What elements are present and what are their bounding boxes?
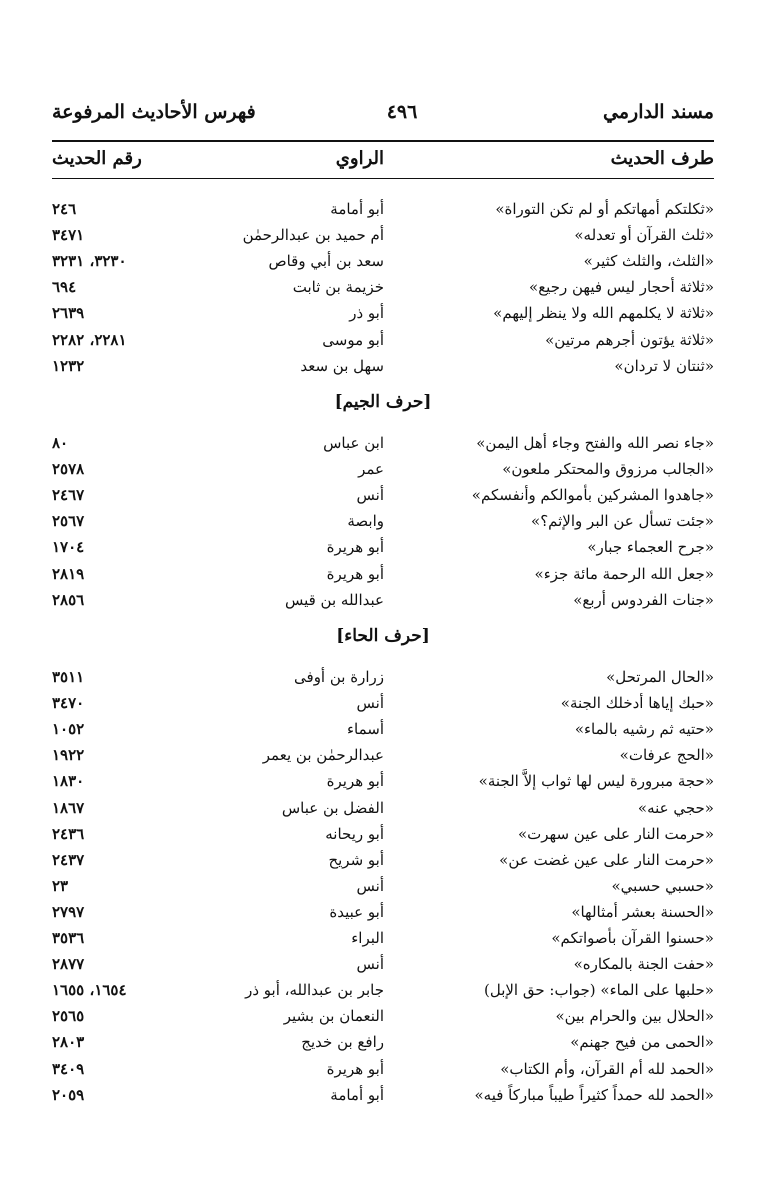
hadith-number: ٣٥١١ [52, 668, 85, 686]
hadith-text: «جاء نصر الله والفتح وجاء أهل اليمن» [476, 434, 714, 452]
hadith-number: ٣٢٣٠، ٣٢٣١ [52, 252, 127, 271]
hadith-text: «الحج عرفات» [619, 746, 714, 765]
section-title: [حرف الحاء] [336, 626, 430, 646]
hadith-text: «ثلاثة يؤتون أجرهم مرتين» [545, 330, 714, 349]
column-rule [52, 178, 714, 179]
hadith-number: ٢٤٣٧ [52, 850, 85, 869]
narrator: أنس [356, 694, 384, 713]
hadith-number: ٢٤٣٦ [52, 824, 85, 843]
table-row [52, 456, 714, 482]
hadith-text: «جرح العجماء جبار» [587, 538, 714, 557]
hadith-number: ٢٥٦٥ [52, 1007, 85, 1026]
table-row [52, 1029, 714, 1055]
hadith-number: ٣٤٧٠ [52, 694, 85, 713]
table-row [52, 587, 714, 613]
table-row [52, 925, 714, 951]
narrator: خزيمة بن ثابت [292, 278, 384, 297]
narrator: ابن عباس [323, 434, 384, 452]
table-row [52, 300, 714, 326]
hadith-number: ٢٨٠٣ [52, 1033, 85, 1052]
table-row [52, 951, 714, 977]
table-row [52, 795, 714, 821]
hadith-text: «ثلاثة لا يكلمهم الله ولا ينظر إليهم» [493, 304, 714, 323]
hadith-text: «جئت تسأل عن البر والإثم؟» [531, 512, 714, 531]
hadith-text: «حلبها على الماء» (جواب: حق الإبل) [483, 981, 714, 1000]
narrator: أسماء [346, 720, 384, 739]
hadith-number: ١٨٣٠ [52, 772, 85, 791]
hadith-text: «حسنوا القرآن بأصواتكم» [551, 929, 714, 947]
narrator: رافع بن خديج [301, 1033, 384, 1052]
column-headers [52, 148, 714, 176]
hadith-text: «الحلال بين والحرام بين» [555, 1007, 714, 1026]
table-row [52, 1003, 714, 1029]
narrator: عبدالرحمٰن بن يعمر [262, 746, 384, 765]
hadith-text: «الحمى من فيح جهنم» [570, 1033, 714, 1052]
narrator: أبو هريرة [326, 1059, 384, 1078]
hadith-text: «ثكلتكم أمهاتكم أو لم تكن التوراة» [495, 200, 714, 218]
table-row [52, 508, 714, 534]
table-row [52, 873, 714, 899]
hadith-number: ٢٢٨١، ٢٢٨٢ [52, 330, 127, 349]
hadith-number: ٢٤٦ [52, 200, 77, 218]
table-row [52, 716, 714, 742]
table-row [52, 430, 714, 456]
hadith-text: «الحسنة بعشر أمثالها» [571, 902, 714, 921]
narrator: أنس [356, 876, 384, 895]
table-row [52, 196, 714, 222]
table-row [52, 534, 714, 560]
page-header [52, 101, 714, 131]
table-row [52, 1056, 714, 1082]
narrator: أبو هريرة [326, 772, 384, 791]
table-row [52, 482, 714, 508]
hadith-text: «حفت الجنة بالمكاره» [573, 955, 714, 974]
narrator: البراء [351, 929, 384, 947]
section-title: [حرف الجيم] [334, 392, 432, 412]
narrator: الفضل بن عباس [281, 798, 384, 817]
hadith-number: ٢٥٦٧ [52, 512, 85, 531]
hadith-text: «حتيه ثم رشيه بالماء» [574, 720, 714, 739]
table-row [52, 274, 714, 300]
hadith-number: ٢٠٥٩ [52, 1085, 85, 1104]
hadith-number: ١٠٥٢ [52, 720, 85, 739]
hadith-text: «الحمد لله حمداً كثيراً طيباً مباركاً فيه» [474, 1085, 714, 1104]
table-row [52, 899, 714, 925]
table-row [52, 1082, 714, 1108]
hadith-text: «حجي عنه» [637, 798, 714, 817]
narrator: عبدالله بن قيس [284, 590, 384, 609]
hadith-text: «ثنتان لا تردان» [614, 356, 714, 375]
hadith-number: ١٢٣٢ [52, 356, 85, 375]
hadith-number: ١٦٥٤، ١٦٥٥ [52, 981, 127, 1000]
hadith-number: ٣٥٣٦ [52, 929, 85, 947]
hadith-number: ٦٩٤ [52, 278, 77, 297]
hadith-number: ٢٣ [52, 876, 69, 895]
hadith-text: «جنات الفردوس أربع» [573, 590, 714, 609]
column-header-narrator: الراوي [335, 148, 384, 169]
hadith-number: ٢٦٣٩ [52, 304, 85, 323]
table-row [52, 690, 714, 716]
narrator: أنس [356, 955, 384, 974]
hadith-number: ١٩٢٢ [52, 746, 85, 765]
narrator: أبو ريحانه [325, 824, 384, 843]
hadith-number: ٢٨٥٦ [52, 590, 85, 609]
table-row [52, 353, 714, 379]
hadith-text: «جعل الله الرحمة مائة جزء» [534, 564, 714, 583]
hadith-text: «حرمت النار على عين سهرت» [517, 824, 714, 843]
book-title: مسند الدارمي [603, 101, 714, 123]
hadith-text: «جاهدوا المشركين بأموالكم وأنفسكم» [471, 486, 714, 505]
narrator: سهل بن سعد [300, 356, 384, 375]
hadith-number: ٢٤٦٧ [52, 486, 85, 505]
hadith-number: ٨٠ [52, 434, 69, 452]
table-row [52, 821, 714, 847]
hadith-text: «حبك إياها أدخلك الجنة» [560, 694, 714, 713]
table-row [52, 847, 714, 873]
narrator: أبو شريح [328, 850, 384, 869]
narrator: أبو أمامة [330, 1085, 384, 1104]
page-number: ٤٩٦ [386, 101, 418, 123]
hadith-text: «حجة مبرورة ليس لها ثواب إلاَّ الجنة» [478, 772, 714, 791]
narrator: النعمان بن بشير [283, 1007, 384, 1026]
table-row [52, 742, 714, 768]
hadith-text: «حرمت النار على عين غضت عن» [499, 850, 714, 869]
hadith-text: «الحال المرتحل» [606, 668, 714, 686]
hadith-text: «الثلث، والثلث كثير» [583, 252, 714, 271]
column-header-hadith: طرف الحديث [610, 148, 714, 169]
narrator: زرارة بن أوفى [294, 668, 384, 686]
narrator: أنس [356, 486, 384, 505]
hadith-number: ٣٤٧١ [52, 226, 85, 245]
narrator: وابصة [347, 512, 384, 531]
narrator: أبو هريرة [326, 538, 384, 557]
hadith-text: «حسبي حسبي» [611, 876, 714, 895]
narrator: جابر بن عبدالله، أبو ذر [245, 981, 384, 1000]
narrator: أبو هريرة [326, 564, 384, 583]
narrator: أبو موسى [322, 330, 384, 349]
column-header-number: رقم الحديث [52, 148, 142, 169]
table-row [52, 222, 714, 248]
hadith-number: ٢٨٧٧ [52, 955, 85, 974]
narrator: أم حميد بن عبدالرحمٰن [242, 226, 384, 245]
narrator: أبو عبيدة [329, 902, 384, 921]
narrator: أبو ذر [349, 304, 384, 323]
narrator: أبو أمامة [330, 200, 384, 218]
hadith-number: ٢٨١٩ [52, 564, 85, 583]
hadith-number: ٢٥٧٨ [52, 460, 85, 479]
table-row [52, 768, 714, 794]
hadith-number: ٢٧٩٧ [52, 902, 85, 921]
narrator: سعد بن أبي وقاص [268, 252, 384, 271]
hadith-text: «ثلث القرآن أو تعدله» [574, 226, 714, 245]
narrator: عمر [358, 460, 384, 479]
hadith-text: «الحمد لله أم القرآن، وأم الكتاب» [500, 1059, 714, 1078]
table-row [52, 327, 714, 353]
hadith-number: ٣٤٠٩ [52, 1059, 85, 1078]
table-row [52, 248, 714, 274]
header-rule [52, 140, 714, 142]
table-row [52, 664, 714, 690]
hadith-text: «ثلاثة أحجار ليس فيهن رجيع» [529, 278, 714, 297]
hadith-number: ١٨٦٧ [52, 798, 85, 817]
table-row [52, 561, 714, 587]
index-title: فهرس الأحاديث المرفوعة [52, 101, 256, 123]
hadith-text: «الجالب مرزوق والمحتكر ملعون» [502, 460, 714, 479]
table-row [52, 977, 714, 1003]
hadith-number: ١٧٠٤ [52, 538, 85, 557]
